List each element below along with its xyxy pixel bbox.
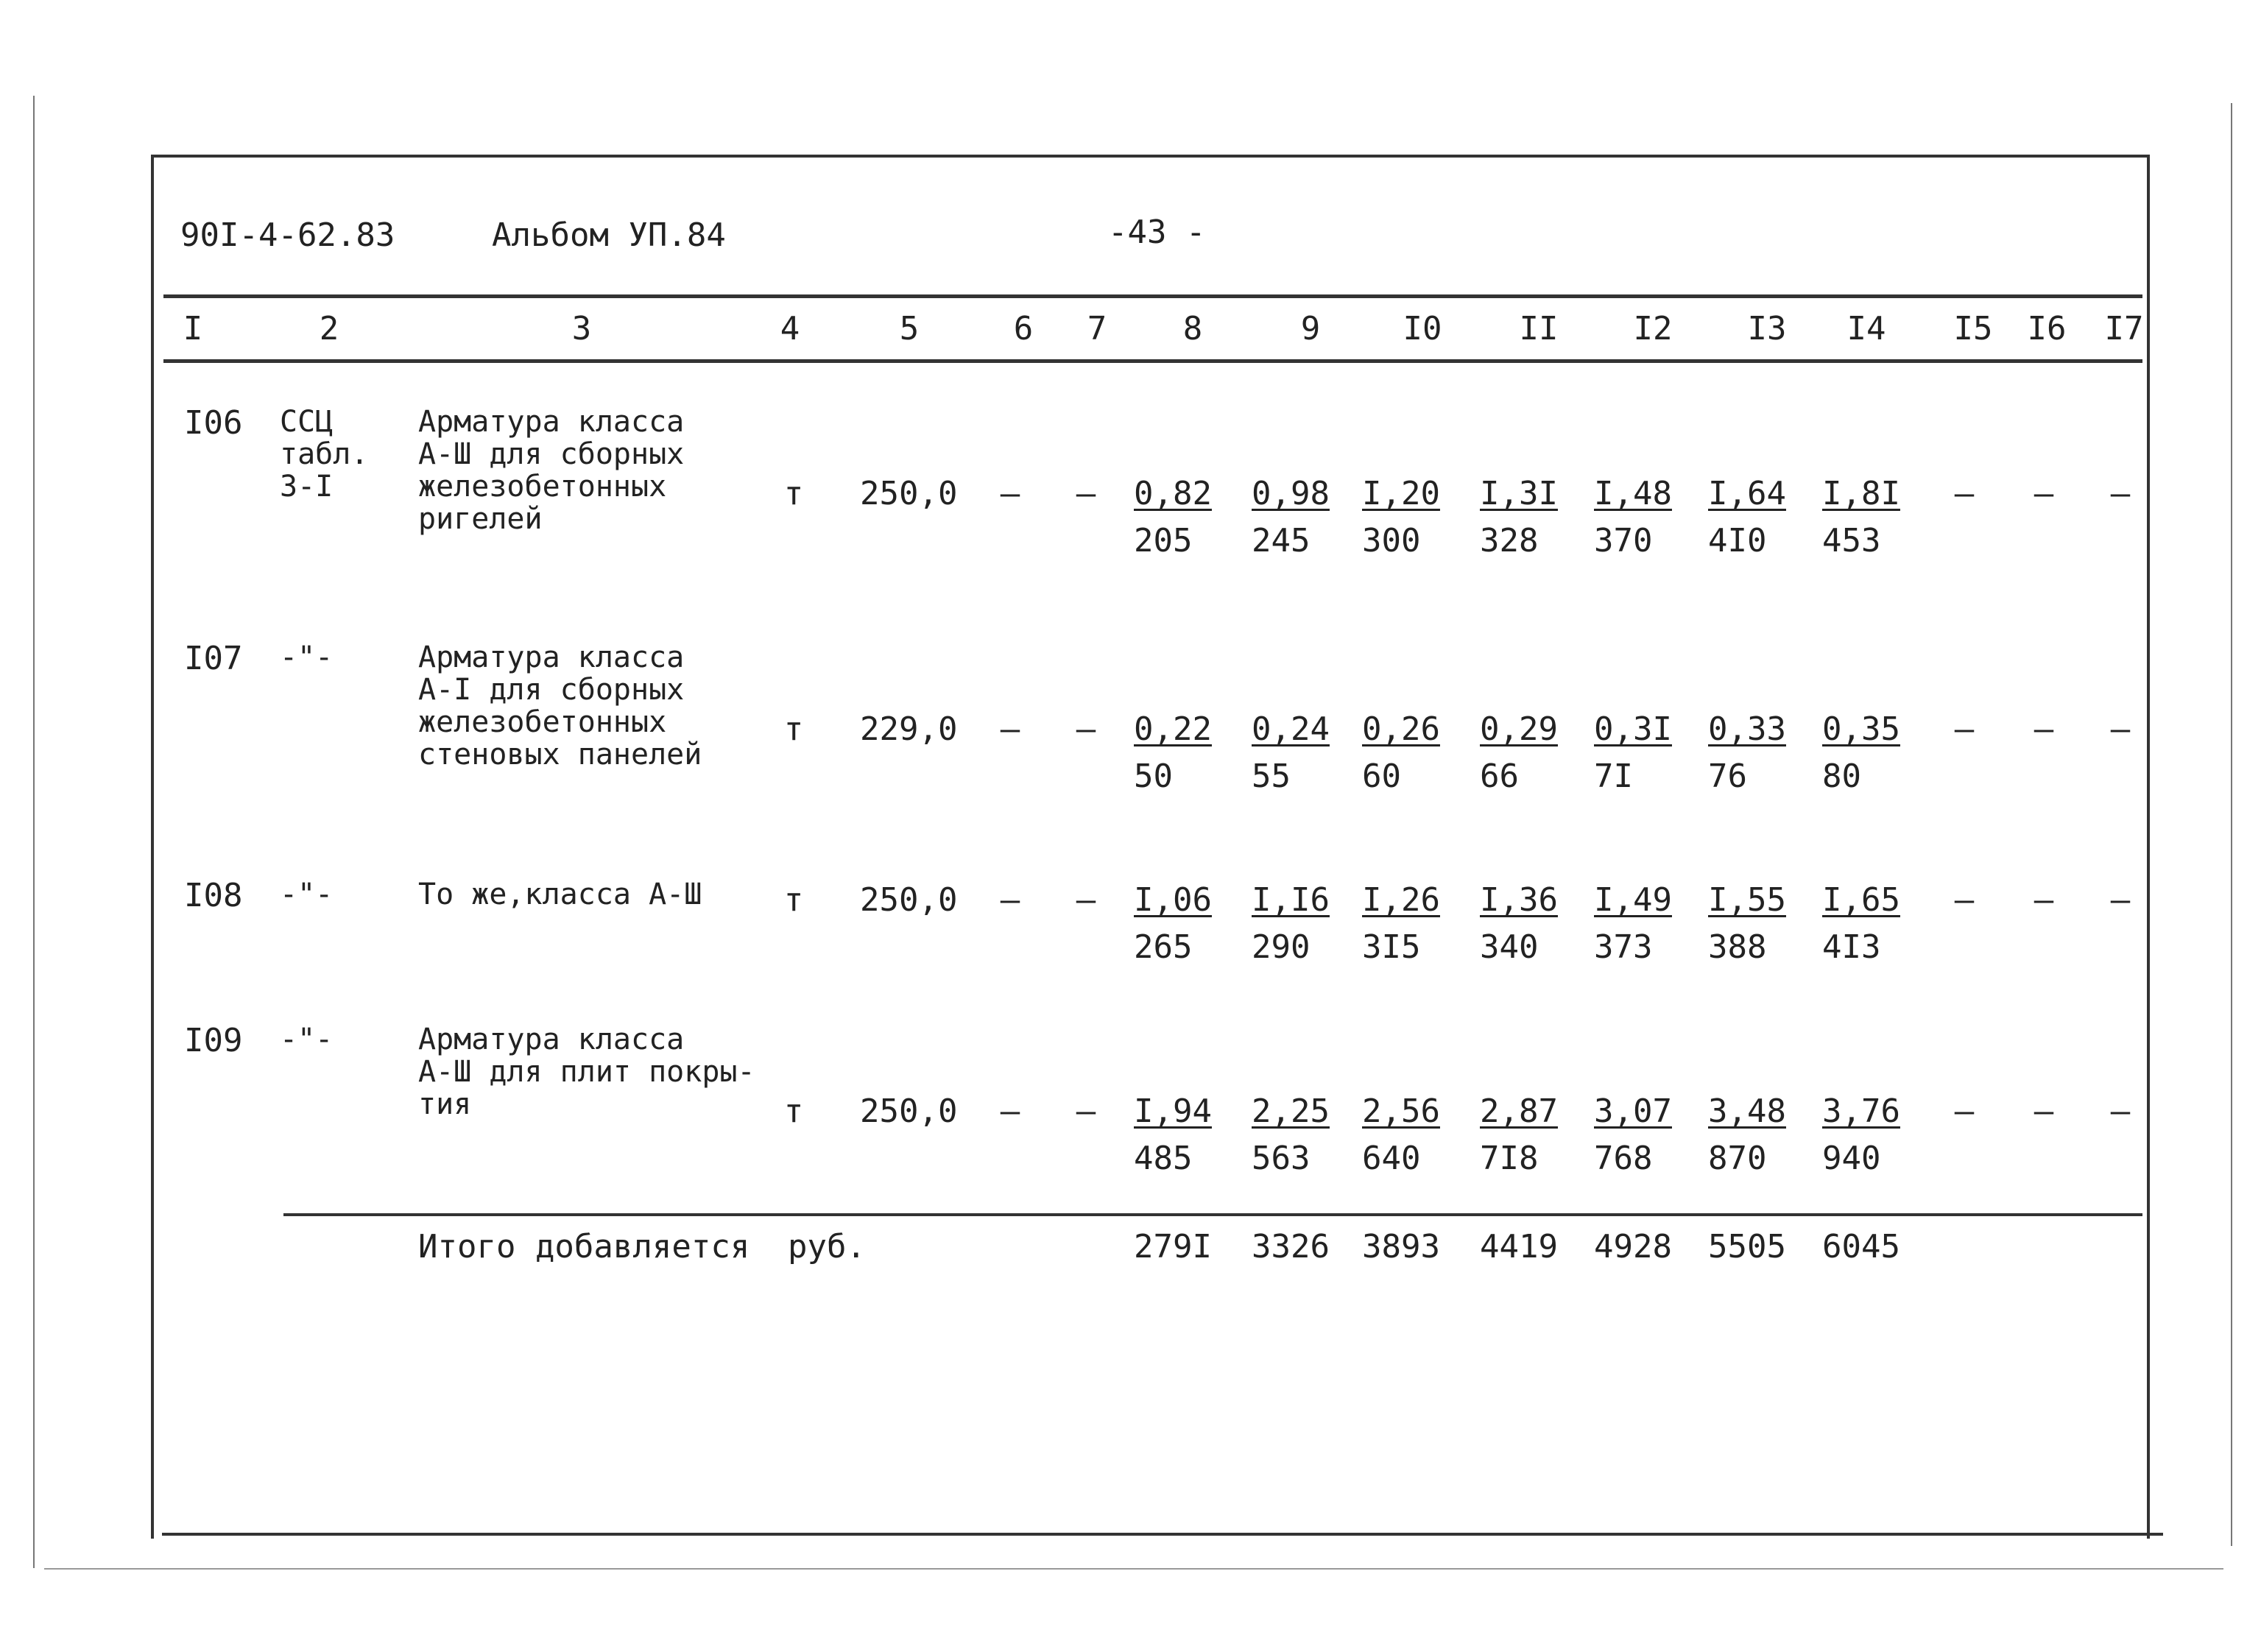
row-col6: –: [1000, 881, 1020, 919]
total-label: Итого добавляется: [418, 1228, 750, 1266]
column-header-3: 3: [571, 310, 592, 347]
row-col15: –: [1954, 1092, 1975, 1130]
row-value-bottom: 50: [1134, 758, 1173, 795]
row-col7: –: [1076, 710, 1096, 748]
row-value-bottom: 290: [1252, 928, 1311, 966]
column-header-I3: I3: [1747, 310, 1787, 347]
row-col7: –: [1076, 1092, 1096, 1130]
row-col15: –: [1954, 475, 1975, 512]
row-unit: т: [783, 1092, 804, 1130]
row-description: То же,класса А-Ш: [418, 878, 702, 911]
row-value-bottom: 265: [1134, 928, 1193, 966]
row-value-top: 0,33: [1708, 710, 1786, 748]
row-source: -"-: [280, 640, 334, 674]
column-header-I5: I5: [1953, 310, 1993, 347]
row-value-bottom: 940: [1822, 1140, 1881, 1177]
row-col6: –: [1000, 1092, 1020, 1130]
total-value: 6045: [1822, 1228, 1900, 1266]
row-col7: –: [1076, 881, 1096, 919]
row-number: I07: [184, 640, 243, 677]
row-col17: –: [2110, 475, 2131, 512]
row-value-top: 3,76: [1822, 1092, 1900, 1130]
row-value-bottom: 4I0: [1708, 522, 1767, 560]
row-value-bottom: 7I: [1594, 758, 1633, 795]
row-value-bottom: 328: [1480, 522, 1539, 560]
row-col6: –: [1000, 710, 1020, 748]
frame-right: [2147, 155, 2150, 1539]
row-value-top: 0,98: [1252, 475, 1330, 512]
page-margin-left: [33, 96, 35, 1568]
column-header-7: 7: [1087, 310, 1107, 347]
total-value: 3326: [1252, 1228, 1330, 1266]
row-col17: –: [2110, 881, 2131, 919]
column-header-9: 9: [1300, 310, 1321, 347]
row-col16: –: [2034, 475, 2054, 512]
row-value-top: 2,25: [1252, 1092, 1330, 1130]
total-value: 5505: [1708, 1228, 1786, 1266]
column-header-8: 8: [1182, 310, 1203, 347]
total-value: 3893: [1362, 1228, 1440, 1266]
row-value-top: I,55: [1708, 881, 1786, 919]
column-header-I6: I6: [2027, 310, 2067, 347]
row-value-top: I,49: [1594, 881, 1672, 919]
column-header-I: I: [183, 310, 203, 347]
row-price: 229,0: [860, 710, 958, 748]
row-value-bottom: 870: [1708, 1140, 1767, 1177]
column-header-I4: I4: [1846, 310, 1886, 347]
row-value-bottom: 55: [1252, 758, 1291, 795]
page-margin-bottom: [44, 1568, 2223, 1570]
row-value-bottom: 768: [1594, 1140, 1653, 1177]
row-col15: –: [1954, 710, 1975, 748]
column-header-6: 6: [1013, 310, 1034, 347]
row-source: ССЦ табл. 3-I: [280, 405, 369, 504]
row-value-bottom: 453: [1822, 522, 1881, 560]
row-value-bottom: 388: [1708, 928, 1767, 966]
column-header-I0: I0: [1403, 310, 1442, 347]
row-value-top: 0,29: [1480, 710, 1558, 748]
page-margin-right: [2231, 103, 2232, 1546]
row-value-bottom: 76: [1708, 758, 1747, 795]
row-value-top: I,64: [1708, 475, 1786, 512]
page-number: -43 -: [1108, 213, 1206, 251]
row-col16: –: [2034, 710, 2054, 748]
row-value-bottom: 66: [1480, 758, 1519, 795]
row-number: I08: [184, 877, 243, 914]
row-col16: –: [2034, 1092, 2054, 1130]
row-unit: т: [783, 475, 804, 512]
row-value-top: 0,3I: [1594, 710, 1672, 748]
frame-top: [151, 155, 2150, 158]
row-value-bottom: 3I5: [1362, 928, 1421, 966]
row-value-bottom: 245: [1252, 522, 1311, 560]
row-value-bottom: 80: [1822, 758, 1861, 795]
row-value-top: I,26: [1362, 881, 1440, 919]
row-value-top: 0,26: [1362, 710, 1440, 748]
row-value-bottom: 7I8: [1480, 1140, 1539, 1177]
column-header-4: 4: [780, 310, 800, 347]
row-source: -"-: [280, 878, 334, 911]
header-rule-bottom: [163, 359, 2142, 363]
total-value: 4928: [1594, 1228, 1672, 1266]
row-value-top: I,I6: [1252, 881, 1330, 919]
total-rule: [283, 1213, 2142, 1216]
row-description: Арматура класса А-Ш для плит покры- тия: [418, 1023, 755, 1121]
row-source: -"-: [280, 1023, 334, 1056]
document-code: 90I-4-62.83: [180, 216, 395, 254]
row-value-bottom: 300: [1362, 522, 1421, 560]
row-value-bottom: 373: [1594, 928, 1653, 966]
row-unit: т: [783, 710, 804, 748]
row-value-top: 3,07: [1594, 1092, 1672, 1130]
row-price: 250,0: [860, 881, 958, 919]
column-header-5: 5: [899, 310, 920, 347]
row-value-bottom: 640: [1362, 1140, 1421, 1177]
total-value: 279I: [1134, 1228, 1212, 1266]
row-value-bottom: 205: [1134, 522, 1193, 560]
column-header-II: II: [1519, 310, 1559, 347]
row-value-bottom: 563: [1252, 1140, 1311, 1177]
row-description: Арматура класса А-I для сборных железобетонных стеновых панелей: [418, 640, 702, 772]
column-header-2: 2: [319, 310, 339, 347]
row-value-top: 2,87: [1480, 1092, 1558, 1130]
row-value-top: I,8I: [1822, 475, 1900, 512]
row-col7: –: [1076, 475, 1096, 512]
header-rule-top: [163, 294, 2142, 298]
total-unit: руб.: [788, 1228, 866, 1266]
column-header-I7: I7: [2104, 310, 2144, 347]
row-value-top: I,06: [1134, 881, 1212, 919]
row-price: 250,0: [860, 475, 958, 512]
row-value-top: 2,56: [1362, 1092, 1440, 1130]
row-value-bottom: 60: [1362, 758, 1401, 795]
row-col6: –: [1000, 475, 1020, 512]
row-value-bottom: 370: [1594, 522, 1653, 560]
row-value-top: I,48: [1594, 475, 1672, 512]
row-value-top: 3,48: [1708, 1092, 1786, 1130]
row-description: Арматура класса А-Ш для сборных железобетонных ригелей: [418, 405, 685, 536]
row-value-top: 0,35: [1822, 710, 1900, 748]
row-value-top: I,3I: [1480, 475, 1558, 512]
row-col17: –: [2110, 710, 2131, 748]
frame-bottom: [162, 1533, 2163, 1536]
row-value-top: I,36: [1480, 881, 1558, 919]
frame-left: [151, 155, 154, 1539]
row-value-top: 0,24: [1252, 710, 1330, 748]
row-price: 250,0: [860, 1092, 958, 1130]
row-number: I09: [184, 1022, 243, 1059]
row-value-top: I,65: [1822, 881, 1900, 919]
total-value: 4419: [1480, 1228, 1558, 1266]
column-header-I2: I2: [1633, 310, 1673, 347]
row-value-bottom: 485: [1134, 1140, 1193, 1177]
row-value-bottom: 340: [1480, 928, 1539, 966]
row-number: I06: [184, 404, 243, 442]
row-col15: –: [1954, 881, 1975, 919]
row-value-top: 0,82: [1134, 475, 1212, 512]
row-value-top: 0,22: [1134, 710, 1212, 748]
row-col16: –: [2034, 881, 2054, 919]
row-value-top: I,20: [1362, 475, 1440, 512]
row-unit: т: [783, 881, 804, 919]
row-value-top: I,94: [1134, 1092, 1212, 1130]
row-value-bottom: 4I3: [1822, 928, 1881, 966]
album-title: Альбом УП.84: [492, 216, 726, 254]
row-col17: –: [2110, 1092, 2131, 1130]
